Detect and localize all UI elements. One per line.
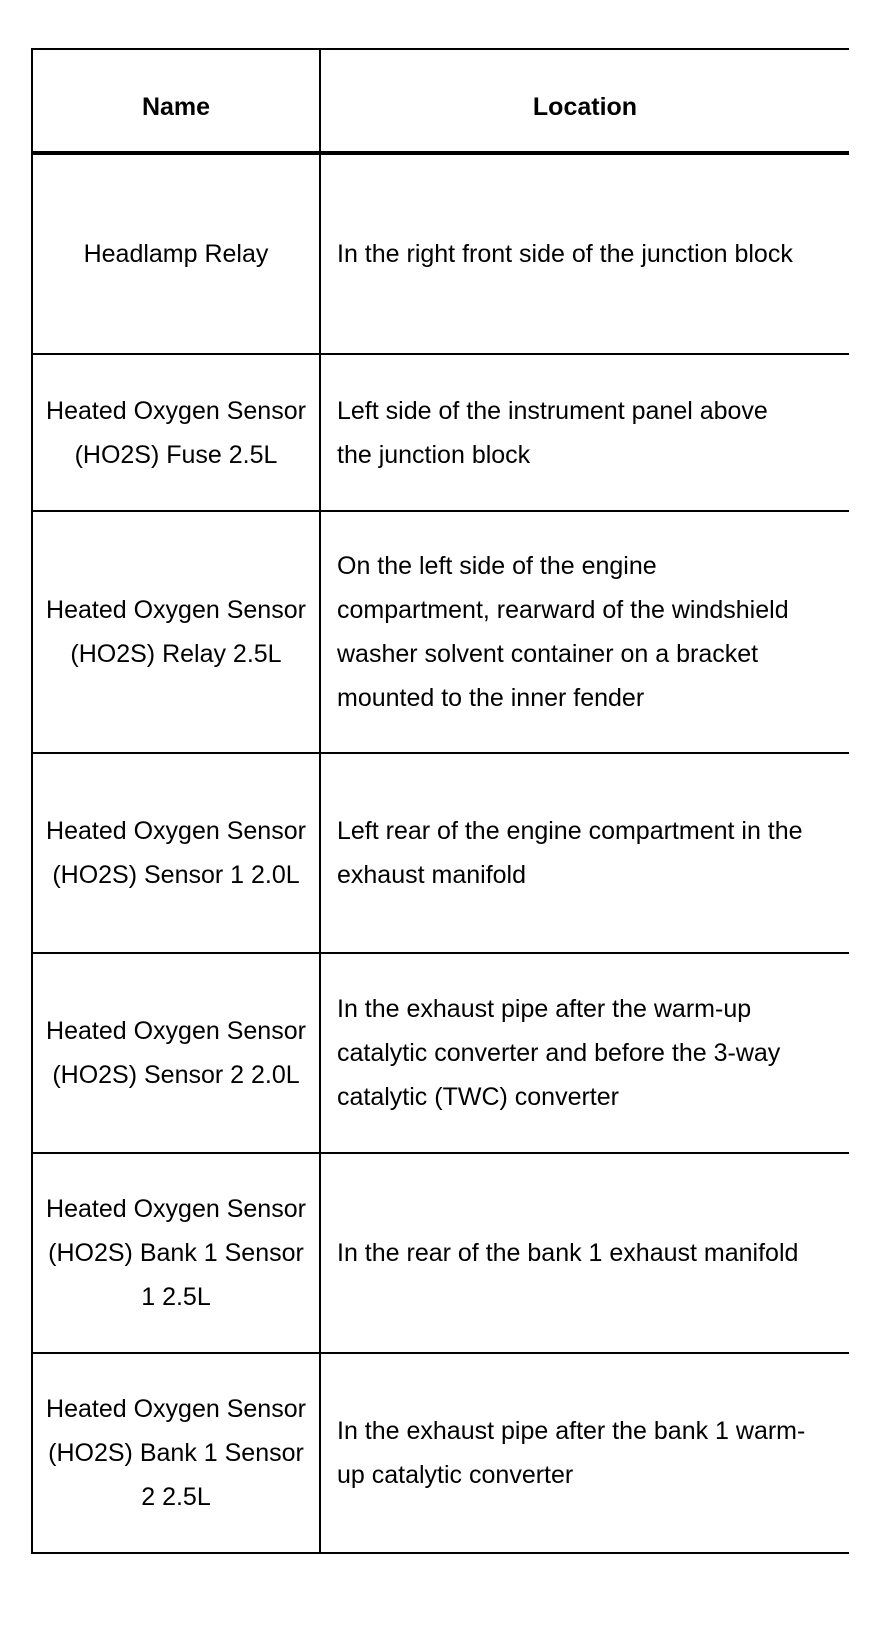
component-name-cell: Heated Oxygen Sensor (HO2S) Sensor 2 2.0L <box>32 953 320 1153</box>
component-location-cell: In the right front side of the junction block <box>320 153 849 354</box>
table-row <box>32 953 849 1153</box>
table-row <box>32 153 849 354</box>
table-row <box>32 753 849 953</box>
component-location-cell: In the rear of the bank 1 exhaust manifold <box>320 1153 849 1353</box>
component-location-table-container <box>31 48 849 1554</box>
component-location-table <box>31 48 849 1554</box>
name-column-header: Name <box>32 49 320 153</box>
component-name-cell: Heated Oxygen Sensor (HO2S) Bank 1 Sensor 1 2.5L <box>32 1153 320 1353</box>
location-column-header: Location <box>320 49 849 153</box>
component-location-cell: Left side of the instrument panel above the junction block <box>320 354 849 511</box>
table-row <box>32 1353 849 1553</box>
component-location-cell: Left rear of the engine compartment in the exhaust manifold <box>320 753 849 953</box>
component-location-cell: In the exhaust pipe after the warm-up catalytic converter and before the 3-way catalytic (TWC) converter <box>320 953 849 1153</box>
component-name-cell: Heated Oxygen Sensor (HO2S) Relay 2.5L <box>32 511 320 753</box>
table-header-row <box>32 49 849 153</box>
table-row <box>32 1153 849 1353</box>
component-location-cell: In the exhaust pipe after the bank 1 warm-up catalytic converter <box>320 1353 849 1553</box>
component-name-cell: Heated Oxygen Sensor (HO2S) Sensor 1 2.0L <box>32 753 320 953</box>
component-location-cell: On the left side of the engine compartment, rearward of the windshield washer solvent container on a bracket mounted to the inner fender <box>320 511 849 753</box>
component-name-cell: Headlamp Relay <box>32 153 320 354</box>
table-row <box>32 354 849 511</box>
component-name-cell: Heated Oxygen Sensor (HO2S) Bank 1 Sensor 2 2.5L <box>32 1353 320 1553</box>
table-row <box>32 511 849 753</box>
component-name-cell: Heated Oxygen Sensor (HO2S) Fuse 2.5L <box>32 354 320 511</box>
